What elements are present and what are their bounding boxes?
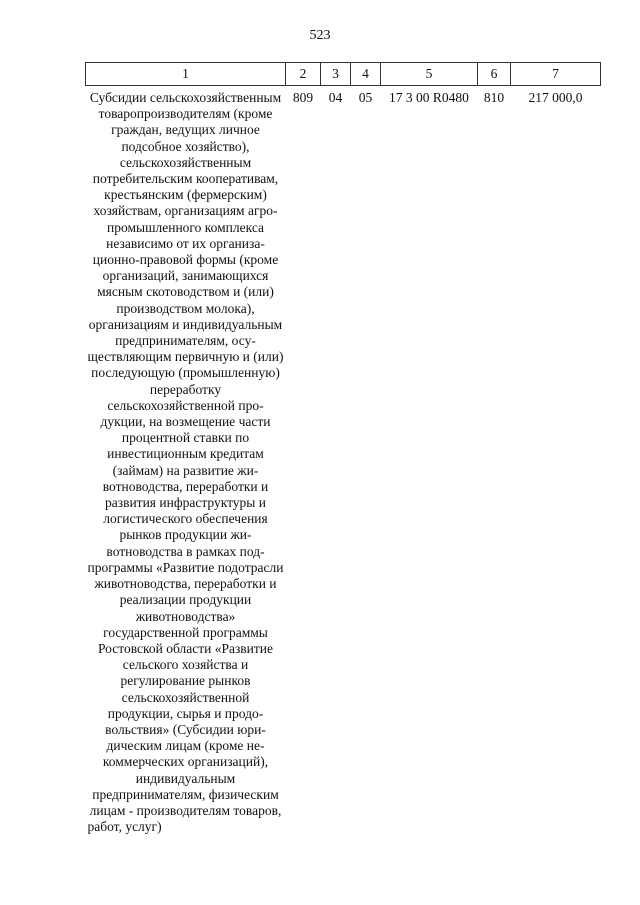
header-col-7: 7 (511, 63, 601, 86)
row-col-7: 217 000,0 (528, 90, 583, 105)
page-number: 523 (309, 28, 331, 43)
budget-table (85, 62, 601, 835)
header-col-5: 5 (381, 63, 478, 86)
row-col-4: 05 (358, 90, 373, 105)
row-col-5: 17 3 00 R0480 (389, 90, 469, 105)
row-col-6: 810 (483, 90, 505, 105)
row-description: Субсидии сельскохозяйственным товаропроизводителям (кроме граждан, ведущих личное подсобное хозяйство), сельскохозяйственным потребительским кооперативам, крестьянским (фермерским) хозяйствам, организациям агропромышленного комплекса независимо от их организационно-правовой формы (кроме организаций, занимающихся мясным скотоводством и (или) производством молока), организациям и индивидуальным предпринимателям, осуществляющим первичную и (или) последующую (промышленную) переработку сельскохозяйственной продукции, на возмещение части процентной ставки по инвестиционным кредитам (займам) на развитие животноводства, переработки и развития инфраструктуры и логистического обеспечения рынков продукции животноводства в рамках подпрограммы «Развитие подотрасли животноводства, переработки и реализации продукции животноводства» государственной программы Ростовской области «Развитие сельского хозяйства и регулирование рынков сельскохозяйственной продукции, сырья и продовольствия» (Субсидии юридическим лицам (кроме некоммерческих организаций), индивидуальным предпринимателям, физическим лицам - производителям товаров, работ, услуг) (87, 90, 284, 835)
header-col-2: 2 (286, 63, 321, 86)
table-row (86, 86, 601, 836)
header-col-4: 4 (351, 63, 381, 86)
row-col-3: 04 (328, 90, 343, 105)
header-col-6: 6 (478, 63, 511, 86)
header-col-3: 3 (321, 63, 351, 86)
header-col-1: 1 (86, 63, 286, 86)
row-col-2: 809 (292, 90, 314, 105)
table-header-row (86, 63, 601, 86)
